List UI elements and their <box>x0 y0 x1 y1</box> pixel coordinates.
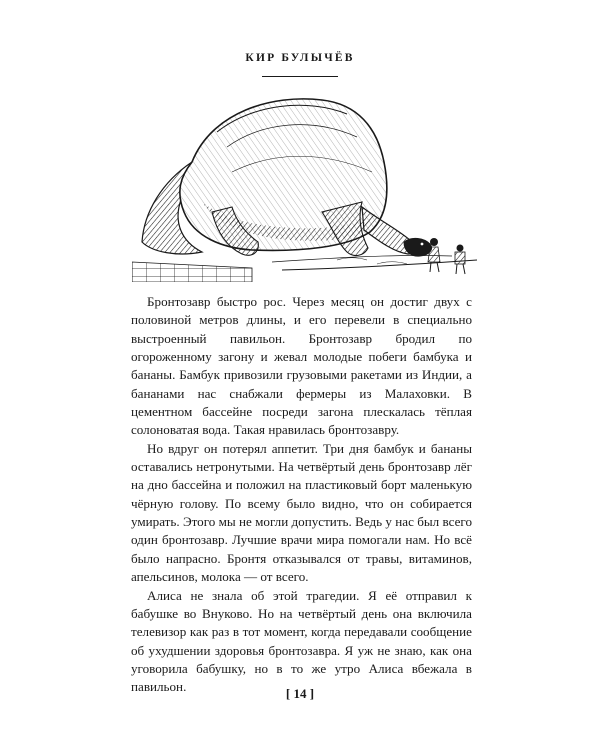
paragraph: Алиса не знала об этой трагедии. Я её отправил к бабушке во Внуково. Но на четвёртый день она включила телевизор как раз в тот момент, когда передавали сообщение об ухудшении здоровья бронтозавра. Я уж не знаю, как она уговорила бабушку, но в то же утро Алиса вбежала в павильон. <box>131 587 472 695</box>
page-number: [ 14 ] <box>285 686 315 701</box>
brontosaurus-illustration <box>132 92 477 282</box>
body-text <box>131 293 472 697</box>
paragraph: Но вдруг он потерял аппетит. Три дня бамбук и бананы оставались нетронутыми. На четвёртый день бронтозавр лёг на дно бассейна и положил на пластиковый борт маленькую чёрную голову. По всему было видно, что он собирается умирать. Этого мы не могли допустить. Ведь у нас был всего один бронтозавр. Лучшие врачи мира помогали нам. Но всё было напрасно. Бронтя отказывался от травы, витаминов, апельсинов, молока — от всего. <box>131 440 472 585</box>
paragraph: Бронтозавр быстро рос. Через месяц он достиг двух с половиной метров длины, и его перевели в специально выстроенный павильон. Бронтозавр бродил по огороженному загону и жевал молодые побеги бамбука и бананы. Бамбук привозили грузовыми ракетами из Индии, а бананами нас снабжали фермеры из Малаховки. В цементном бассейне посреди загона плескалась тёплая солоноватая вода. Такая нравилась бронтозавру. <box>131 294 472 438</box>
running-head: КИР БУЛЫЧЁВ <box>245 52 355 64</box>
running-head-rule <box>262 76 338 77</box>
